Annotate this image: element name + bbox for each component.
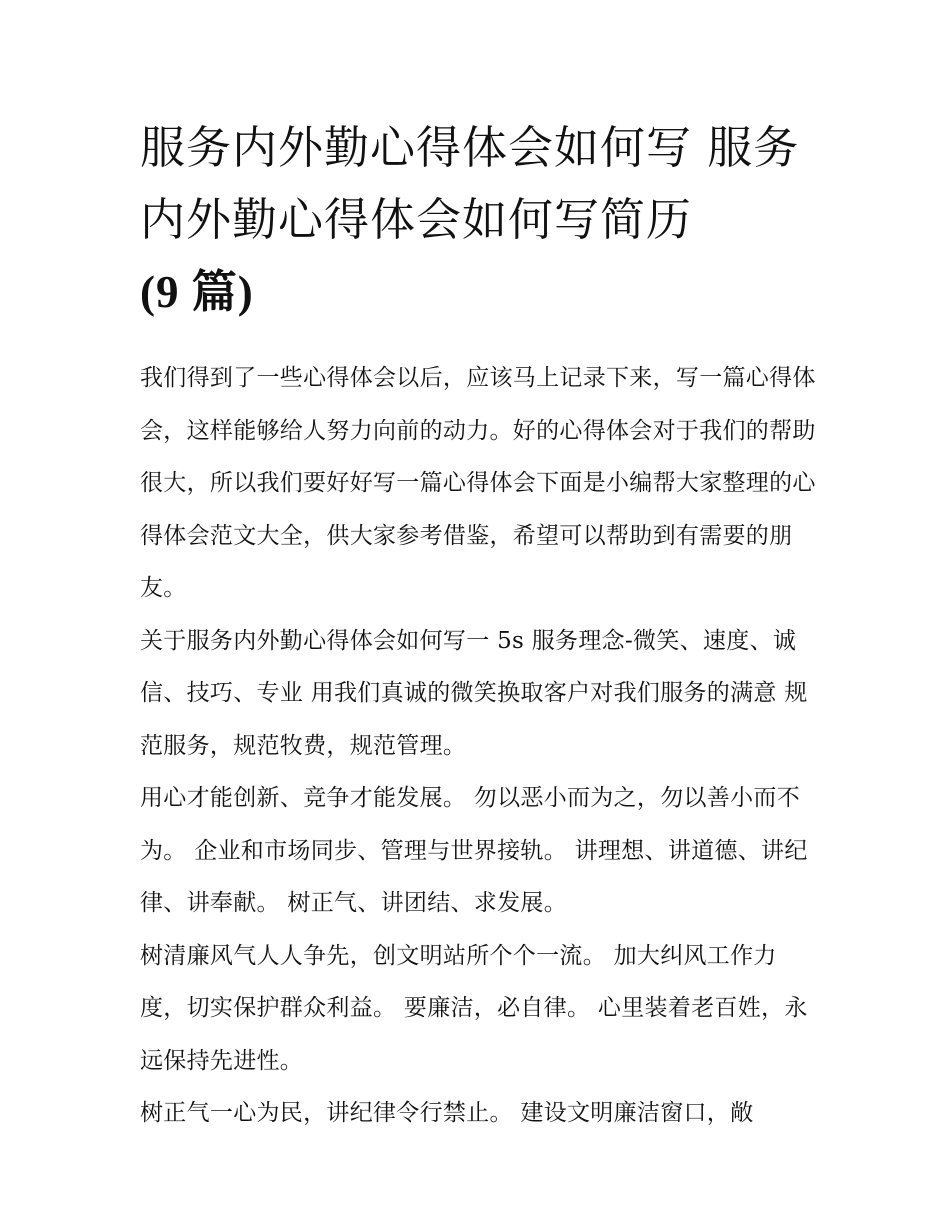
document-title (140, 112, 820, 328)
paragraph-discipline: 树正气一心为民，讲纪律令行禁止。 建设文明廉洁窗口，敞 (140, 1100, 754, 1126)
title-main: 服务内外勤心得体会如何写 服务内外勤心得体会如何写简历 (140, 121, 800, 246)
paragraph-integrity: 树清廉风气人人争先，创文明站所个个一流。 加大纠风工作力度，切实保护群众利益。 要廉洁，必自律。 心里装着老百姓，永远保持先进性。 (140, 942, 808, 1074)
paragraph-intro: 我们得到了一些心得体会以后，应该马上记录下来，写一篇心得体会，这样能够给人努力向前的动力。好的心得体会对于我们的帮助很大，所以我们要好好写一篇心得体会下面是小编帮大家整理的心得体会范文大全，供大家参考借鉴，希望可以帮助到有需要的朋友。 (140, 365, 816, 601)
document-body (140, 352, 816, 1140)
paragraph-service-concept: 关于服务内外勤心得体会如何写一 5s 服务理念-微笑、速度、诚信、技巧、专业 用我们真诚的微笑换取客户对我们服务的满意 规范服务，规范牧费，规范管理。 (140, 627, 808, 759)
title-count: (9 篇) (140, 267, 254, 317)
paragraph-innovation: 用心才能创新、竞争才能发展。 勿以恶小而为之，勿以善小而不为。 企业和市场同步、管理与世界接轨。 讲理想、讲道德、讲纪律、讲奉献。 树正气、讲团结、求发展。 (140, 785, 808, 916)
